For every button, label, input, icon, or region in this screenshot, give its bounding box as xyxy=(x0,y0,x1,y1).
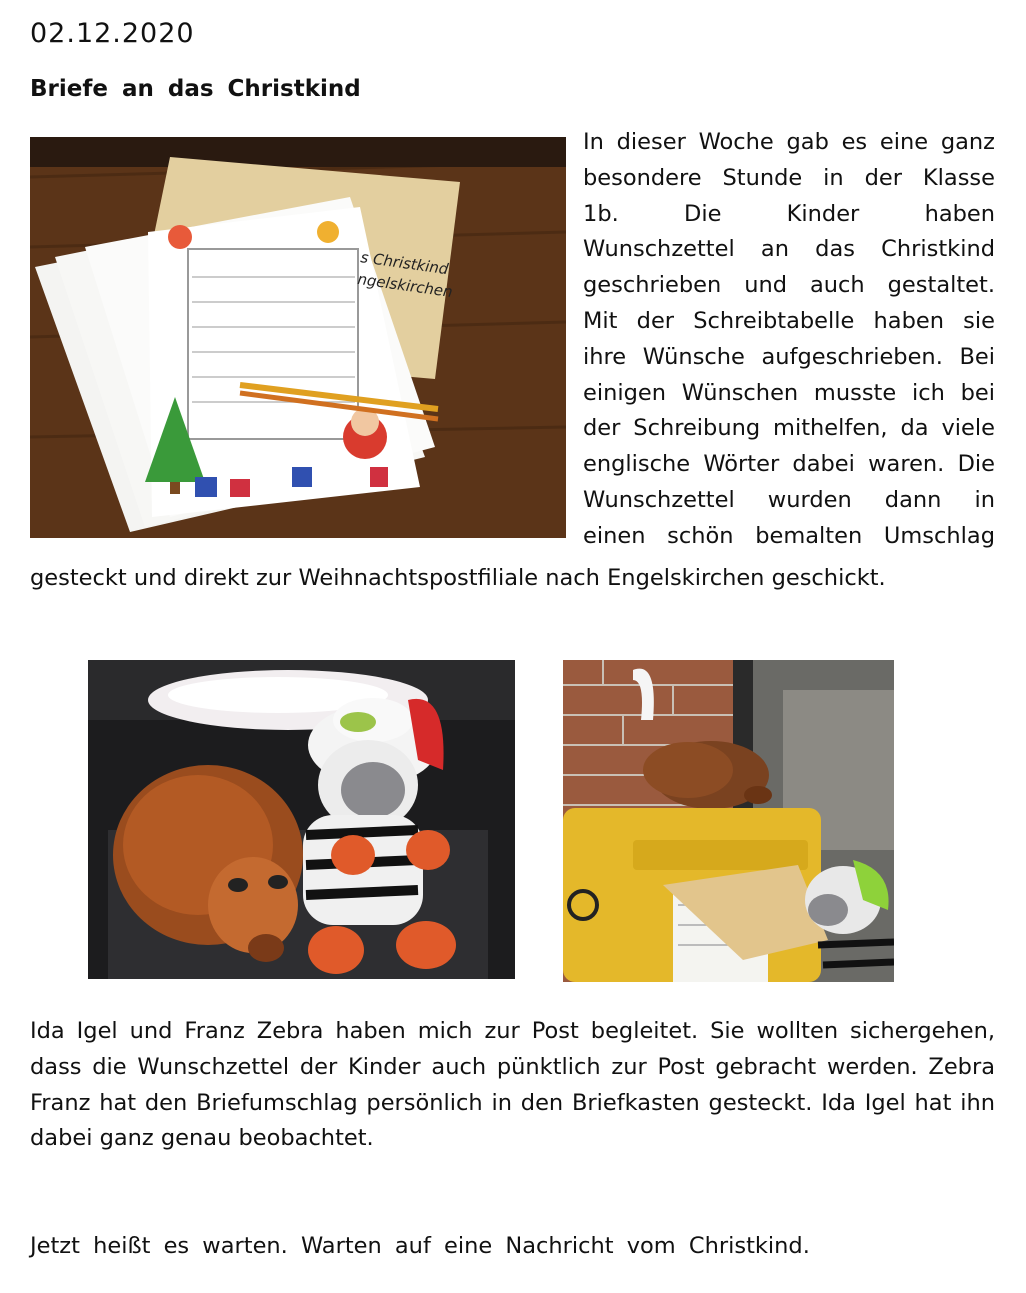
paragraph-1-line: geschrieben und auch gestaltet. xyxy=(583,272,995,299)
paragraph-2: Ida Igel und Franz Zebra haben mich zur Post begleitet. Sie wollten sichergehen, dass die Wunschzettel der Kinder auch pünktlich zur Post gebracht werden. Zebra Franz hat den Briefumschlag persönlich in den Briefkasten gesteckt. Ida Igel hat ihn dabei ganz genau beobachtet. xyxy=(30,1018,995,1152)
paragraph-3: Jetzt heißt es warten. Warten auf eine Nachricht vom Christkind. xyxy=(30,1233,810,1259)
paragraph-1-line: In dieser Woche gab es eine ganz xyxy=(583,129,995,155)
photo-mailbox xyxy=(563,660,894,982)
envelope-text-line1: s Christkind xyxy=(359,248,450,279)
paragraph-1-line: 1b. Die Kinder haben xyxy=(583,200,995,227)
photo-wish-lists xyxy=(30,137,566,538)
paragraph-1-line: einen schön bemalten Umschlag xyxy=(583,522,995,549)
paragraph-1-line: Mit der Schreibtabelle haben sie xyxy=(583,307,995,334)
post-title: Briefe an das Christkind xyxy=(30,76,361,102)
envelope-text-line2: ngelskirchen xyxy=(356,269,454,302)
post-date: 02.12.2020 xyxy=(30,18,195,49)
paragraph-1-tail: gesteckt und direkt zur Weihnachtspostfiliale nach Engelskirchen geschickt. xyxy=(30,565,886,591)
paragraph-1-line: einigen Wünschen musste ich bei xyxy=(583,379,995,406)
paragraph-1-line: englische Wörter dabei waren. Die xyxy=(583,451,995,478)
paragraph-1-line: Wunschzettel an das Christkind xyxy=(583,236,995,263)
photo-hedgehog-zebra-car xyxy=(88,660,515,979)
paragraph-1-line: der Schreibung mithelfen, da viele xyxy=(583,415,995,442)
paragraph-1 xyxy=(583,125,995,555)
paragraph-1-line: besondere Stunde in der Klasse xyxy=(583,164,995,191)
paragraph-1-line: Wunschzettel wurden dann in xyxy=(583,486,995,513)
paragraph-1-line: ihre Wünsche aufgeschrieben. Bei xyxy=(583,343,995,370)
